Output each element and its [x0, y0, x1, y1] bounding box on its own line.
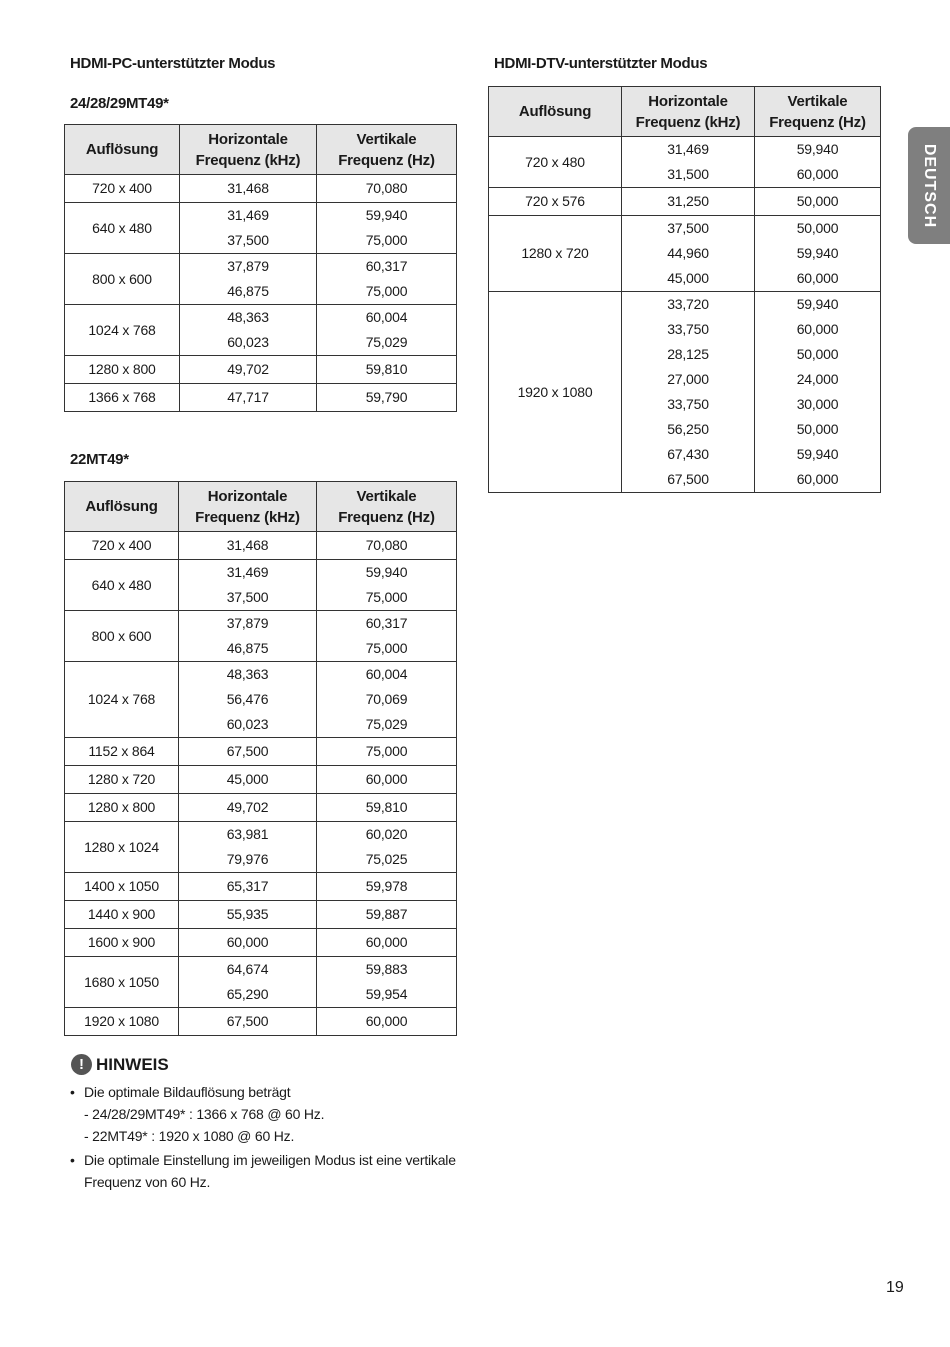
warning-icon: ! [71, 1054, 92, 1075]
horizontal-frequency-cell [179, 611, 317, 662]
note-title: HINWEIS [96, 1055, 169, 1074]
resolution-cell [65, 901, 179, 929]
vertical-frequency-cell [755, 137, 881, 188]
horizontal-frequency-cell-value: 55,935 [226, 906, 269, 922]
vertical-frequency-cell [317, 175, 457, 203]
vertical-frequency-cell [317, 384, 457, 412]
vertical-frequency-cell-value: 59,887 [365, 906, 408, 922]
vertical-frequency-cell [317, 794, 457, 822]
vertical-frequency-cell [317, 957, 457, 1008]
table-row [65, 254, 457, 305]
vertical-frequency-cell-value: 75,000 [365, 640, 408, 656]
resolution-cell [65, 175, 180, 203]
resolution-cell [65, 305, 180, 356]
horizontal-frequency-cell-value: 33,750 [667, 396, 709, 412]
horizontal-frequency-cell [179, 873, 317, 901]
language-tab[interactable] [908, 127, 950, 244]
resolution-cell-value: 640 x 480 [91, 576, 152, 593]
horizontal-frequency-cell [179, 560, 317, 611]
table-row [489, 216, 881, 292]
table-row [65, 873, 457, 901]
resolution-cell-value: 1280 x 800 [87, 799, 156, 815]
horizontal-frequency-cell [622, 216, 755, 292]
header-resolution: Auflösung [65, 125, 180, 175]
horizontal-frequency-cell [179, 957, 317, 1008]
table-row [65, 794, 457, 822]
vertical-frequency-cell-value: 75,000 [365, 743, 408, 759]
table-row [65, 738, 457, 766]
note-item-2-sub-1: Frequenz von 60 Hz. [84, 1174, 211, 1190]
horizontal-frequency-cell-value: 65,290 [226, 986, 269, 1002]
dtv-section-title: HDMI-DTV-unterstützter Modus [494, 55, 708, 72]
vertical-frequency-cell-value: 59,978 [365, 878, 408, 894]
vertical-frequency-cell [755, 216, 881, 292]
vertical-frequency-cell-value: 59,883 [365, 961, 408, 977]
vertical-frequency-cell-value: 75,029 [365, 716, 408, 732]
horizontal-frequency-cell-value: 48,363 [227, 309, 269, 325]
horizontal-frequency-cell-value: 45,000 [226, 771, 269, 787]
bullet: • [70, 1152, 75, 1168]
header-resolution: Auflösung [65, 482, 179, 532]
resolution-cell [65, 929, 179, 957]
horizontal-frequency-cell-value: 56,250 [667, 421, 709, 437]
vertical-frequency-cell-value: 60,020 [365, 826, 408, 842]
horizontal-frequency-cell [180, 305, 317, 356]
vertical-frequency-cell-value: 60,000 [796, 166, 839, 182]
resolution-cell-value: 1400 x 1050 [84, 878, 159, 894]
resolution-cell-value: 1280 x 1024 [84, 838, 159, 855]
horizontal-frequency-cell-value: 67,500 [226, 1013, 269, 1029]
horizontal-frequency-cell-value: 63,981 [226, 826, 269, 842]
horizontal-frequency-cell-value: 31,469 [226, 564, 269, 580]
pc-timing-table-24-28-29mt49 [64, 124, 457, 412]
header-resolution: Auflösung [489, 87, 622, 137]
vertical-frequency-cell [317, 611, 457, 662]
resolution-cell [65, 873, 179, 901]
resolution-cell [65, 611, 179, 662]
vertical-frequency-cell-value: 50,000 [796, 421, 839, 437]
language-tab-label: DEUTSCH [921, 143, 938, 228]
vertical-frequency-cell [317, 738, 457, 766]
resolution-cell-value: 1680 x 1050 [84, 973, 159, 990]
vertical-frequency-cell-value: 50,000 [796, 346, 839, 362]
table-row [65, 901, 457, 929]
header-vertical-frequency: Vertikale Frequenz (Hz) [317, 482, 457, 532]
horizontal-frequency-cell-value: 48,363 [226, 666, 269, 682]
header-vertical-frequency: Vertikale Frequenz (Hz) [317, 125, 457, 175]
vertical-frequency-cell-value: 70,080 [365, 180, 408, 196]
resolution-cell [65, 794, 179, 822]
vertical-frequency-cell-value: 50,000 [796, 193, 839, 209]
vertical-frequency-cell-value: 60,000 [365, 1013, 408, 1029]
horizontal-frequency-cell [179, 929, 317, 957]
horizontal-frequency-cell-value: 67,500 [667, 471, 709, 487]
resolution-cell-value: 1024 x 768 [88, 321, 156, 338]
horizontal-frequency-cell-value: 31,469 [667, 141, 709, 157]
vertical-frequency-cell-value: 50,000 [796, 220, 839, 236]
header-horizontal-frequency: Horizontale Frequenz (kHz) [179, 482, 317, 532]
vertical-frequency-cell-value: 59,940 [365, 564, 408, 580]
resolution-cell [65, 254, 180, 305]
vertical-frequency-cell-value: 60,000 [365, 934, 408, 950]
horizontal-frequency-cell [179, 766, 317, 794]
header-horizontal-frequency: Horizontale Frequenz (kHz) [622, 87, 755, 137]
vertical-frequency-cell-value: 59,954 [365, 986, 408, 1002]
resolution-cell-value: 640 x 480 [92, 219, 152, 236]
resolution-cell [489, 137, 622, 188]
note-item-1-text: Die optimale Bildauflösung beträgt [84, 1084, 291, 1100]
horizontal-frequency-cell [180, 203, 317, 254]
vertical-frequency-cell [317, 560, 457, 611]
vertical-frequency-cell-value: 59,940 [796, 245, 839, 261]
horizontal-frequency-cell-value: 45,000 [667, 270, 709, 286]
dtv-timing-table [488, 86, 881, 493]
horizontal-frequency-cell [622, 292, 755, 493]
table-row [489, 292, 881, 493]
horizontal-frequency-cell-value: 60,000 [226, 934, 269, 950]
resolution-cell [65, 560, 179, 611]
note-item-2-text: Die optimale Einstellung im jeweiligen Modus ist eine vertikale [84, 1152, 456, 1168]
resolution-cell [65, 822, 179, 873]
resolution-cell [489, 292, 622, 493]
horizontal-frequency-cell [180, 254, 317, 305]
resolution-cell [65, 203, 180, 254]
table-row [65, 203, 457, 254]
vertical-frequency-cell-value: 60,000 [796, 471, 839, 487]
horizontal-frequency-cell-value: 64,674 [226, 961, 269, 977]
table-row [65, 175, 457, 203]
horizontal-frequency-cell [622, 188, 755, 216]
note-item-2 [70, 1149, 470, 1193]
vertical-frequency-cell-value: 30,000 [796, 396, 839, 412]
horizontal-frequency-cell [179, 901, 317, 929]
vertical-frequency-cell-value: 60,004 [365, 309, 408, 325]
model-heading-22: 22MT49* [70, 451, 129, 468]
resolution-cell-value: 1440 x 900 [87, 906, 156, 922]
pc-timing-table-22mt49 [64, 481, 457, 1036]
resolution-cell-value: 1920 x 1080 [84, 1013, 159, 1029]
table-row [65, 384, 457, 412]
horizontal-frequency-cell-value: 56,476 [226, 691, 269, 707]
resolution-cell [65, 738, 179, 766]
horizontal-frequency-cell [179, 662, 317, 738]
horizontal-frequency-cell-value: 65,317 [226, 878, 269, 894]
resolution-cell [65, 532, 179, 560]
vertical-frequency-cell-value: 60,004 [365, 666, 408, 682]
vertical-frequency-cell [317, 305, 457, 356]
horizontal-frequency-cell-value: 28,125 [667, 346, 709, 362]
vertical-frequency-cell-value: 75,000 [365, 232, 408, 248]
header-horizontal-frequency: Horizontale Frequenz (kHz) [180, 125, 317, 175]
resolution-cell-value: 1280 x 800 [88, 361, 156, 377]
table-row [65, 1008, 457, 1036]
horizontal-frequency-cell [179, 822, 317, 873]
horizontal-frequency-cell-value: 46,875 [227, 283, 269, 299]
vertical-frequency-cell [317, 1008, 457, 1036]
resolution-cell [65, 384, 180, 412]
horizontal-frequency-cell [622, 137, 755, 188]
vertical-frequency-cell-value: 59,940 [365, 207, 408, 223]
resolution-cell-value: 1280 x 720 [521, 245, 589, 261]
horizontal-frequency-cell-value: 33,720 [667, 296, 709, 312]
horizontal-frequency-cell-value: 37,500 [226, 589, 269, 605]
horizontal-frequency-cell-value: 31,468 [227, 180, 269, 196]
table-row [65, 532, 457, 560]
vertical-frequency-cell [317, 203, 457, 254]
vertical-frequency-cell-value: 75,025 [365, 851, 408, 867]
vertical-frequency-cell-value: 59,810 [365, 361, 408, 377]
vertical-frequency-cell-value: 60,000 [796, 321, 839, 337]
horizontal-frequency-cell-value: 60,023 [227, 334, 269, 350]
resolution-cell [65, 957, 179, 1008]
resolution-cell-value: 1280 x 720 [87, 771, 156, 787]
horizontal-frequency-cell-value: 37,500 [667, 220, 709, 236]
vertical-frequency-cell-value: 59,940 [796, 446, 839, 462]
pc-section-title: HDMI-PC-unterstützter Modus [70, 55, 276, 72]
vertical-frequency-cell [317, 929, 457, 957]
note-item-1-sub-2: - 22MT49* : 1920 x 1080 @ 60 Hz. [84, 1128, 295, 1144]
table-row [65, 611, 457, 662]
resolution-cell-value: 720 x 480 [525, 153, 585, 170]
vertical-frequency-cell-value: 59,810 [365, 799, 408, 815]
vertical-frequency-cell-value: 60,000 [365, 771, 408, 787]
model-heading-24-28-29: 24/28/29MT49* [70, 95, 169, 112]
resolution-cell [65, 1008, 179, 1036]
resolution-cell [489, 216, 622, 292]
horizontal-frequency-cell-value: 60,023 [226, 716, 269, 732]
horizontal-frequency-cell-value: 49,702 [227, 361, 269, 377]
vertical-frequency-cell [317, 873, 457, 901]
horizontal-frequency-cell [180, 175, 317, 203]
resolution-cell-value: 720 x 576 [525, 193, 585, 209]
horizontal-frequency-cell-value: 37,879 [226, 615, 269, 631]
table-row [65, 662, 457, 738]
resolution-cell-value: 1024 x 768 [87, 691, 156, 707]
resolution-cell-value: 800 x 600 [91, 627, 152, 644]
resolution-cell [65, 662, 179, 738]
horizontal-frequency-cell-value: 27,000 [667, 371, 709, 387]
horizontal-frequency-cell [179, 794, 317, 822]
table-row [65, 957, 457, 1008]
vertical-frequency-cell-value: 60,317 [365, 615, 408, 631]
page-number: 19 [886, 1279, 904, 1296]
vertical-frequency-cell-value: 60,000 [796, 270, 839, 286]
table-row [65, 822, 457, 873]
horizontal-frequency-cell-value: 44,960 [667, 245, 709, 261]
resolution-cell-value: 800 x 600 [92, 270, 152, 287]
resolution-cell-value: 1920 x 1080 [517, 383, 593, 400]
vertical-frequency-cell-value: 60,317 [365, 258, 408, 274]
table-row [65, 560, 457, 611]
resolution-cell [65, 766, 179, 794]
horizontal-frequency-cell-value: 33,750 [667, 321, 709, 337]
vertical-frequency-cell-value: 75,000 [365, 589, 408, 605]
vertical-frequency-cell-value: 59,790 [365, 389, 408, 405]
vertical-frequency-cell [755, 188, 881, 216]
vertical-frequency-cell [317, 766, 457, 794]
vertical-frequency-cell [317, 356, 457, 384]
table-row [489, 188, 881, 216]
horizontal-frequency-cell [179, 738, 317, 766]
horizontal-frequency-cell-value: 49,702 [226, 799, 269, 815]
vertical-frequency-cell-value: 24,000 [796, 371, 839, 387]
note-item-1 [70, 1081, 450, 1147]
vertical-frequency-cell-value: 75,000 [365, 283, 408, 299]
horizontal-frequency-cell-value: 37,500 [227, 232, 269, 248]
horizontal-frequency-cell-value: 47,717 [227, 389, 269, 405]
vertical-frequency-cell [317, 901, 457, 929]
resolution-cell [65, 356, 180, 384]
vertical-frequency-cell [317, 662, 457, 738]
header-vertical-frequency: Vertikale Frequenz (Hz) [755, 87, 881, 137]
table-row [489, 137, 881, 188]
resolution-cell-value: 720 x 400 [91, 537, 152, 553]
horizontal-frequency-cell-value: 31,500 [667, 166, 709, 182]
vertical-frequency-cell [317, 254, 457, 305]
table-row [65, 356, 457, 384]
bullet: • [70, 1084, 75, 1100]
horizontal-frequency-cell [179, 532, 317, 560]
horizontal-frequency-cell-value: 37,879 [227, 258, 269, 274]
resolution-cell-value: 1366 x 768 [88, 389, 156, 405]
vertical-frequency-cell-value: 70,069 [365, 691, 408, 707]
table-row [65, 929, 457, 957]
note-item-1-sub-1: - 24/28/29MT49* : 1366 x 768 @ 60 Hz. [84, 1106, 325, 1122]
horizontal-frequency-cell [180, 384, 317, 412]
resolution-cell-value: 1152 x 864 [88, 743, 155, 759]
horizontal-frequency-cell [179, 1008, 317, 1036]
vertical-frequency-cell-value: 59,940 [796, 141, 839, 157]
horizontal-frequency-cell-value: 79,976 [226, 851, 269, 867]
vertical-frequency-cell [317, 822, 457, 873]
vertical-frequency-cell [755, 292, 881, 493]
horizontal-frequency-cell-value: 67,430 [667, 446, 709, 462]
table-row [65, 305, 457, 356]
horizontal-frequency-cell-value: 31,469 [227, 207, 269, 223]
horizontal-frequency-cell-value: 31,468 [226, 537, 269, 553]
resolution-cell-value: 1600 x 900 [87, 934, 156, 950]
vertical-frequency-cell [317, 532, 457, 560]
horizontal-frequency-cell-value: 46,875 [226, 640, 269, 656]
horizontal-frequency-cell-value: 67,500 [226, 743, 269, 759]
resolution-cell-value: 720 x 400 [92, 180, 152, 196]
table-row [65, 766, 457, 794]
vertical-frequency-cell-value: 75,029 [365, 334, 408, 350]
horizontal-frequency-cell [180, 356, 317, 384]
vertical-frequency-cell-value: 70,080 [365, 537, 408, 553]
horizontal-frequency-cell-value: 31,250 [667, 193, 709, 209]
vertical-frequency-cell-value: 59,940 [796, 296, 839, 312]
resolution-cell [489, 188, 622, 216]
